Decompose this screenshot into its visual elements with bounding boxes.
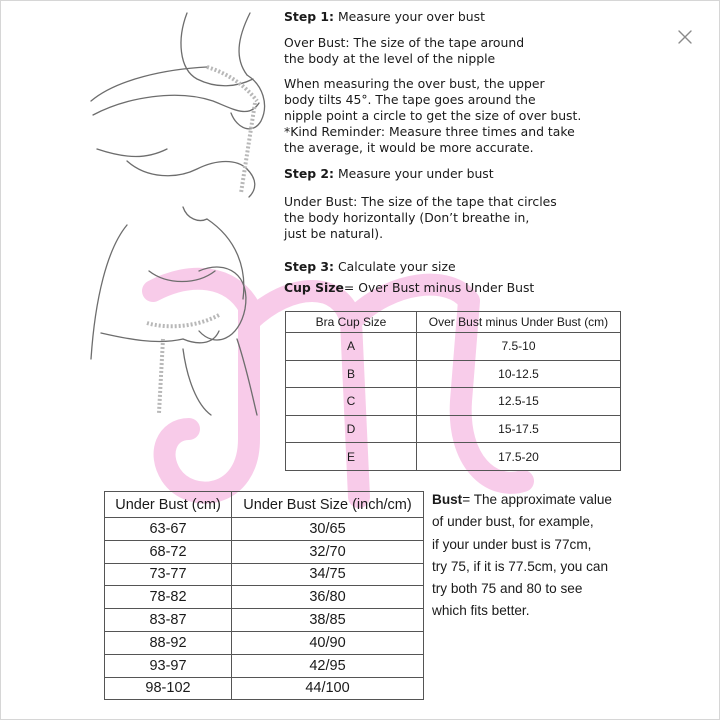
cup-cell: B — [286, 360, 417, 388]
under-bust-line-3: just be natural). — [284, 226, 384, 241]
bust-note-line-3: if your under bust is 77cm, — [432, 536, 592, 552]
table-row — [105, 631, 424, 654]
step1-heading — [284, 9, 485, 26]
bust-note-line-4: try 75, if it is 77.5cm, you can — [432, 558, 609, 574]
measure-line-4: *Kind Reminder: Measure three times and take — [284, 124, 575, 139]
bust-note-line-1 — [432, 489, 632, 511]
measure-line-2: body tilts 45°. The tape goes around the — [284, 92, 536, 107]
size-cell: 34/75 — [232, 563, 424, 586]
difference-cell: 17.5-20 — [417, 443, 621, 471]
cup-cell: A — [286, 333, 417, 361]
difference-cell: 15-17.5 — [417, 415, 621, 443]
cup-size-table — [285, 311, 621, 471]
size-cell: 36/80 — [232, 586, 424, 609]
bust-note-line-5: try both 75 and 80 to see — [432, 581, 583, 597]
size-cell: 44/100 — [232, 677, 424, 700]
table-row — [105, 563, 424, 586]
table-header-row — [286, 312, 621, 333]
close-button[interactable] — [674, 26, 696, 48]
cup-size-label: Cup Size — [284, 280, 344, 295]
table-row — [105, 540, 424, 563]
table-row — [105, 609, 424, 632]
bust-note-text-1: = The approximate value — [462, 492, 612, 507]
measure-line-3: nipple point a circle to get the size of over bust. — [284, 108, 582, 123]
size-cell: 40/90 — [232, 631, 424, 654]
cup-size-formula-text: = Over Bust minus Under Bust — [343, 280, 535, 295]
size-cell: 32/70 — [232, 540, 424, 563]
bust-note-line-2: of under bust, for example, — [432, 514, 594, 530]
cup-size-formula — [284, 280, 534, 297]
close-icon — [674, 26, 696, 48]
step2-text: Measure your under bust — [337, 166, 494, 181]
cm-cell: 78-82 — [105, 586, 232, 609]
table-row — [105, 654, 424, 677]
cup-cell: E — [286, 443, 417, 471]
size-cell: 42/95 — [232, 654, 424, 677]
cm-cell: 73-77 — [105, 563, 232, 586]
step3-label: Step 3: — [284, 259, 335, 274]
under-bust-size-header: Under Bust Size (inch/cm) — [232, 492, 424, 518]
step1-label: Step 1: — [284, 9, 335, 24]
measure-line-5: the average, it would be more accurate. — [284, 140, 534, 155]
size-cell: 38/85 — [232, 609, 424, 632]
cm-cell: 98-102 — [105, 677, 232, 700]
measure-line-1: When measuring the over bust, the upper — [284, 76, 545, 91]
cm-cell: 88-92 — [105, 631, 232, 654]
table-row — [286, 360, 621, 388]
table-row — [286, 443, 621, 471]
difference-header: Over Bust minus Under Bust (cm) — [417, 312, 621, 333]
under-bust-line-1: Under Bust: The size of the tape that circles — [284, 194, 557, 209]
bust-note-line-6: which fits better. — [432, 603, 530, 619]
table-row — [105, 677, 424, 700]
under-bust-cm-header: Under Bust (cm) — [105, 492, 232, 518]
table-row — [286, 415, 621, 443]
step2-heading — [284, 166, 494, 183]
bust-label: Bust — [432, 492, 463, 507]
cup-cell: C — [286, 388, 417, 416]
size-cell: 30/65 — [232, 518, 424, 541]
cm-cell: 93-97 — [105, 654, 232, 677]
step2-label: Step 2: — [284, 166, 335, 181]
cup-size-header: Bra Cup Size — [286, 312, 417, 333]
step1-text: Measure your over bust — [337, 9, 485, 24]
table-row — [286, 388, 621, 416]
bust-note — [432, 489, 632, 623]
table-row — [105, 586, 424, 609]
cm-cell: 83-87 — [105, 609, 232, 632]
cup-cell: D — [286, 415, 417, 443]
table-row — [286, 333, 621, 361]
cm-cell: 68-72 — [105, 540, 232, 563]
over-bust-line-2: the body at the level of the nipple — [284, 51, 496, 66]
difference-cell: 10-12.5 — [417, 360, 621, 388]
under-bust-line-2: the body horizontally (Don’t breathe in, — [284, 210, 530, 225]
table-header-row — [105, 492, 424, 518]
table-row — [105, 518, 424, 541]
difference-cell: 7.5-10 — [417, 333, 621, 361]
difference-cell: 12.5-15 — [417, 388, 621, 416]
cm-cell: 63-67 — [105, 518, 232, 541]
measuring-illustration — [87, 9, 277, 419]
step3-text: Calculate your size — [337, 259, 456, 274]
under-bust-size-table — [104, 491, 424, 700]
over-bust-line-1: Over Bust: The size of the tape around — [284, 35, 525, 50]
step3-heading — [284, 259, 456, 276]
